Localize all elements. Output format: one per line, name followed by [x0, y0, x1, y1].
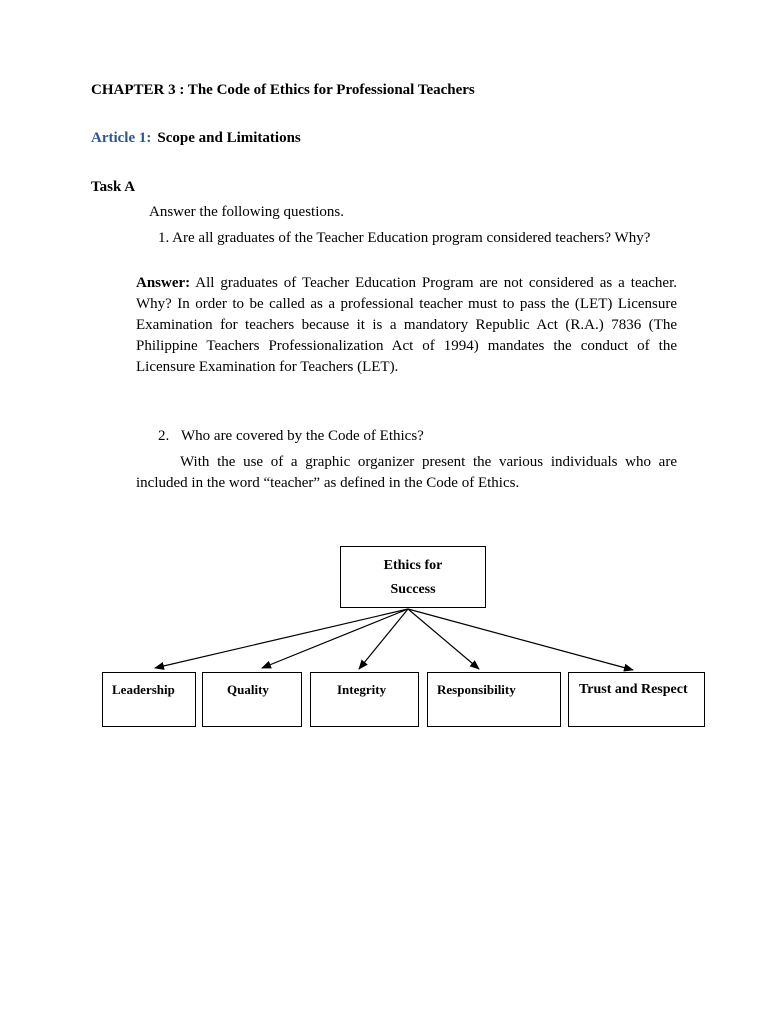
connector-trust-respect [408, 609, 633, 670]
root-line-2: Success [390, 582, 436, 597]
question-2-number: 2. [158, 428, 170, 444]
article-label: Article 1: [91, 130, 152, 146]
root-line-1: Ethics for [383, 558, 443, 573]
task-instruction: Answer the following questions. [149, 204, 344, 220]
diagram-root-box [340, 546, 486, 608]
diagram-box-leadership: Leadership [102, 672, 196, 727]
answer-text: All graduates of Teacher Education Program are not considered as a teacher. Why? In order to be called as a professional teacher must to pass the (LET) Licensure Examination for teachers because it is a mandatory Republic Act (R.A.) 7836 (The Philippine Teachers Professionalization Act of 1994) mandates the conduct of the Licensure Examination for Teachers (LET). [136, 275, 677, 375]
diagram-box-trust-respect: Trust and Respect [568, 672, 705, 727]
answer-label: Answer: [136, 275, 191, 291]
article-title: Scope and Limitations [157, 130, 301, 146]
task-title: Task A [91, 179, 136, 195]
connector-leadership [155, 609, 408, 668]
question-2-text: Who are covered by the Code of Ethics? [181, 428, 424, 444]
question-1: 1. Are all graduates of the Teacher Education program considered teachers? Why? [158, 230, 651, 246]
chapter-title: CHAPTER 3 : The Code of Ethics for Professional Teachers [91, 82, 475, 98]
diagram-box-quality: Quality [202, 672, 302, 727]
connector-integrity [359, 609, 408, 669]
diagram-box-integrity: Integrity [310, 672, 419, 727]
connector-responsibility [408, 609, 479, 669]
graphic-organizer-instruction: With the use of a graphic organizer present the various individuals who are included in the word “teacher” as defined in the Code of Ethics. [136, 454, 677, 491]
diagram-box-responsibility: Responsibility [427, 672, 561, 727]
